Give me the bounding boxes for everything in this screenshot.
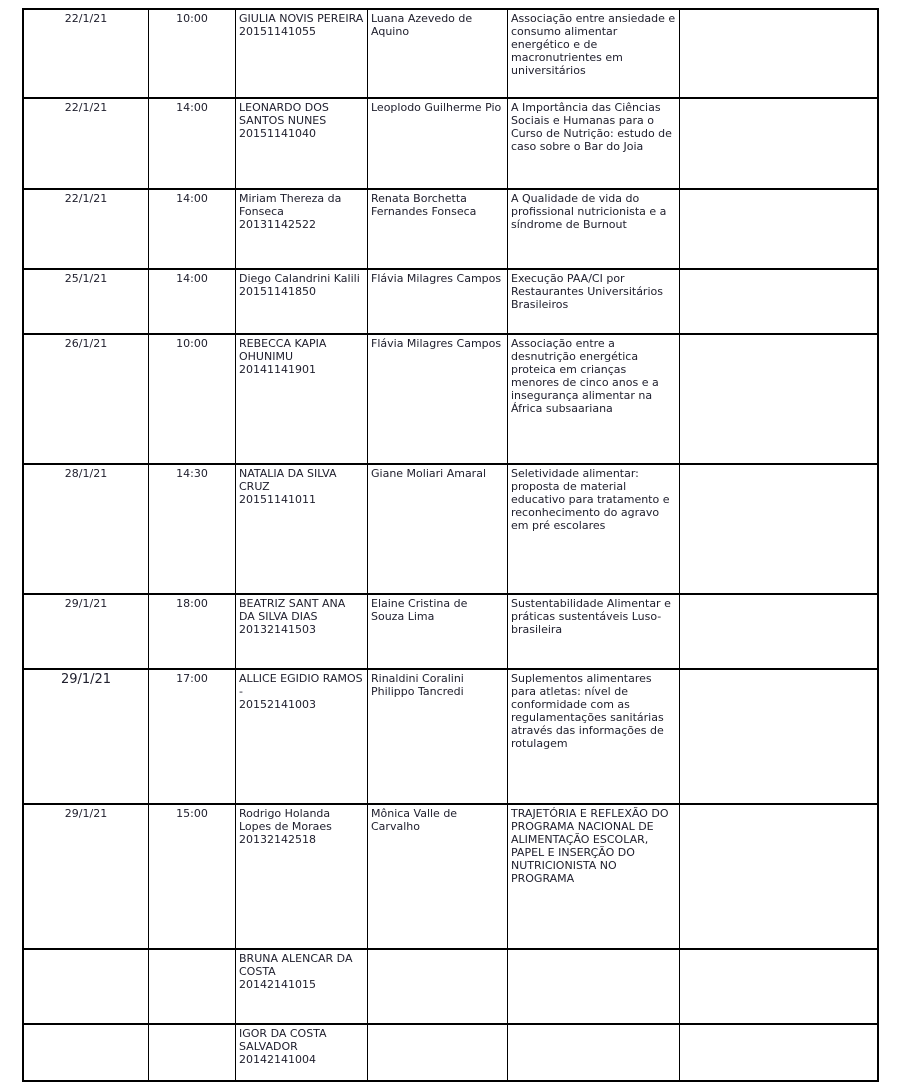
notes-cell [679, 1023, 877, 1080]
student-id: 20142141015 [239, 978, 316, 991]
notes-cell [679, 10, 877, 97]
student-cell [235, 188, 367, 268]
date-cell: 29/1/21 [24, 803, 148, 948]
advisor-cell: Elaine Cristina de Souza Lima [367, 593, 507, 668]
advisor-cell: Flávia Milagres Campos [367, 333, 507, 463]
notes-cell [679, 593, 877, 668]
student-cell [235, 333, 367, 463]
time-cell: 14:00 [148, 97, 235, 188]
student-cell [235, 593, 367, 668]
date-cell: 29/1/21 [24, 593, 148, 668]
advisor-cell: Leoplodo Guilherme Pio [367, 97, 507, 188]
student-name: BEATRIZ SANT ANA DA SILVA DIAS [239, 597, 346, 623]
student-name: BRUNA ALENCAR DA COSTA [239, 952, 353, 978]
advisor-cell: Flávia Milagres Campos [367, 268, 507, 333]
advisor-cell: Mônica Valle de Carvalho [367, 803, 507, 948]
defense-schedule-table [22, 8, 879, 1082]
time-cell: 14:00 [148, 188, 235, 268]
thesis-title-cell: Associação entre ansiedade e consumo alimentar energético e de macronutrientes em universitários [507, 10, 679, 97]
time-cell: 14:30 [148, 463, 235, 593]
thesis-title-cell [507, 948, 679, 1023]
date-cell: 28/1/21 [24, 463, 148, 593]
advisor-cell: Luana Azevedo de Aquino [367, 10, 507, 97]
thesis-title-cell: Seletividade alimentar: proposta de material educativo para tratamento e reconhecimento do agravo em pré escolares [507, 463, 679, 593]
student-name: ALLICE EGIDIO RAMOS - [239, 672, 363, 698]
student-name: NATALIA DA SILVA CRUZ [239, 467, 337, 493]
student-cell [235, 10, 367, 97]
notes-cell [679, 188, 877, 268]
thesis-title-cell: Execução PAA/CI por Restaurantes Universitários Brasileiros [507, 268, 679, 333]
advisor-cell: Renata Borchetta Fernandes Fonseca [367, 188, 507, 268]
time-cell: 17:00 [148, 668, 235, 803]
student-cell [235, 268, 367, 333]
student-id: 20142141004 [239, 1053, 316, 1066]
student-name: GIULIA NOVIS PEREIRA [239, 12, 364, 25]
advisor-cell: Rinaldini Coralini Philippo Tancredi [367, 668, 507, 803]
student-cell [235, 803, 367, 948]
notes-cell [679, 668, 877, 803]
time-cell: 18:00 [148, 593, 235, 668]
time-cell: 10:00 [148, 10, 235, 97]
student-cell [235, 463, 367, 593]
thesis-title-cell: A Importância das Ciências Sociais e Humanas para o Curso de Nutrição: estudo de caso sobre o Bar do Joia [507, 97, 679, 188]
notes-cell [679, 333, 877, 463]
student-name: Rodrigo Holanda Lopes de Moraes [239, 807, 332, 833]
student-name: REBECCA KAPIA OHUNIMU [239, 337, 327, 363]
advisor-cell: Giane Moliari Amaral [367, 463, 507, 593]
time-cell: 15:00 [148, 803, 235, 948]
student-cell [235, 1023, 367, 1080]
student-id: 20131142522 [239, 218, 316, 231]
date-cell [24, 1023, 148, 1080]
time-cell: 14:00 [148, 268, 235, 333]
date-cell: 25/1/21 [24, 268, 148, 333]
student-id: 20132142518 [239, 833, 316, 846]
student-id: 20151141850 [239, 285, 316, 298]
student-name: Diego Calandrini Kalili [239, 272, 360, 285]
student-id: 20152141003 [239, 698, 316, 711]
student-id: 20141141901 [239, 363, 316, 376]
notes-cell [679, 97, 877, 188]
thesis-title-cell: A Qualidade de vida do profissional nutricionista e a síndrome de Burnout [507, 188, 679, 268]
student-name: Miriam Thereza da Fonseca [239, 192, 342, 218]
student-name: LEONARDO DOS SANTOS NUNES [239, 101, 329, 127]
advisor-cell [367, 948, 507, 1023]
time-cell [148, 1023, 235, 1080]
time-cell [148, 948, 235, 1023]
date-cell: 26/1/21 [24, 333, 148, 463]
student-cell [235, 668, 367, 803]
time-cell: 10:00 [148, 333, 235, 463]
date-cell: 29/1/21 [24, 668, 148, 803]
student-id: 20132141503 [239, 623, 316, 636]
date-cell [24, 948, 148, 1023]
thesis-title-cell: Sustentabilidade Alimentar e práticas sustentáveis Luso-brasileira [507, 593, 679, 668]
thesis-title-cell: Suplementos alimentares para atletas: nível de conformidade com as regulamentações sanitárias através das informações de rotulagem [507, 668, 679, 803]
student-name: IGOR DA COSTA SALVADOR [239, 1027, 327, 1053]
advisor-cell [367, 1023, 507, 1080]
thesis-title-cell: Associação entre a desnutrição energética proteica em crianças menores de cinco anos e a insegurança alimentar na África subsaariana [507, 333, 679, 463]
student-id: 20151141040 [239, 127, 316, 140]
student-id: 20151141011 [239, 493, 316, 506]
notes-cell [679, 268, 877, 333]
date-cell: 22/1/21 [64, 12, 108, 25]
notes-cell [679, 948, 877, 1023]
thesis-title-cell: TRAJETÓRIA E REFLEXÃO DO PROGRAMA NACIONAL DE ALIMENTAÇÃO ESCOLAR, PAPEL E INSERÇÃO DO NUTRICIONISTA NO PROGRAMA [507, 803, 679, 948]
notes-cell [679, 803, 877, 948]
student-cell [235, 948, 367, 1023]
student-cell [235, 97, 367, 188]
thesis-title-cell [507, 1023, 679, 1080]
notes-cell [679, 463, 877, 593]
date-cell: 22/1/21 [24, 97, 148, 188]
date-cell: 22/1/21 [24, 188, 148, 268]
student-id: 20151141055 [239, 25, 316, 38]
